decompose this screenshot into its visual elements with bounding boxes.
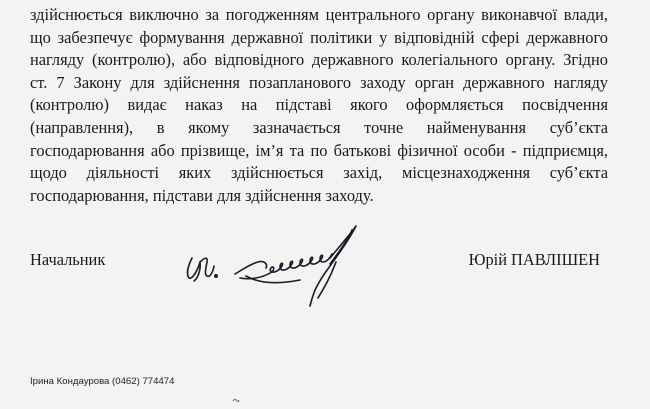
body-line: нагляду (контролю), або відповідного державного колегіального органу. Згідно xyxy=(30,50,608,70)
signer-name: Юрій ПАВЛІШЕН xyxy=(468,250,600,269)
position-title: Начальник xyxy=(30,250,106,269)
body-line: що забезпечує формування державної політики у відповідній сфері державного xyxy=(30,27,608,47)
body-line: щодо діяльності яких здійснюється захід, місцезнаходження суб’єкта xyxy=(30,163,608,183)
body-line: ст. 7 Закону для здійснення позапланового заходу орган державного нагляду xyxy=(30,72,608,92)
signature-block xyxy=(30,244,600,314)
document-body xyxy=(30,4,608,207)
contact-footer: Ірина Кондаурова (0462) 774474 xyxy=(30,376,175,387)
body-line: (направлення), в якому зазначається точне найменування суб’єкта xyxy=(30,117,608,137)
scan-speck xyxy=(232,398,240,404)
body-line: господарювання, підстави для здійснення заходу. xyxy=(30,185,374,205)
body-line: (контролю) видає наказ на підставі якого оформляється посвідчення xyxy=(30,95,608,115)
handwritten-signature xyxy=(180,218,380,318)
body-line: здійснюється виключно за погодженням центрального органу виконавчої влади, xyxy=(30,5,608,24)
body-line: господарювання або прізвище, ім’я та по батькові фізичної особи - підприємця, xyxy=(30,140,608,160)
